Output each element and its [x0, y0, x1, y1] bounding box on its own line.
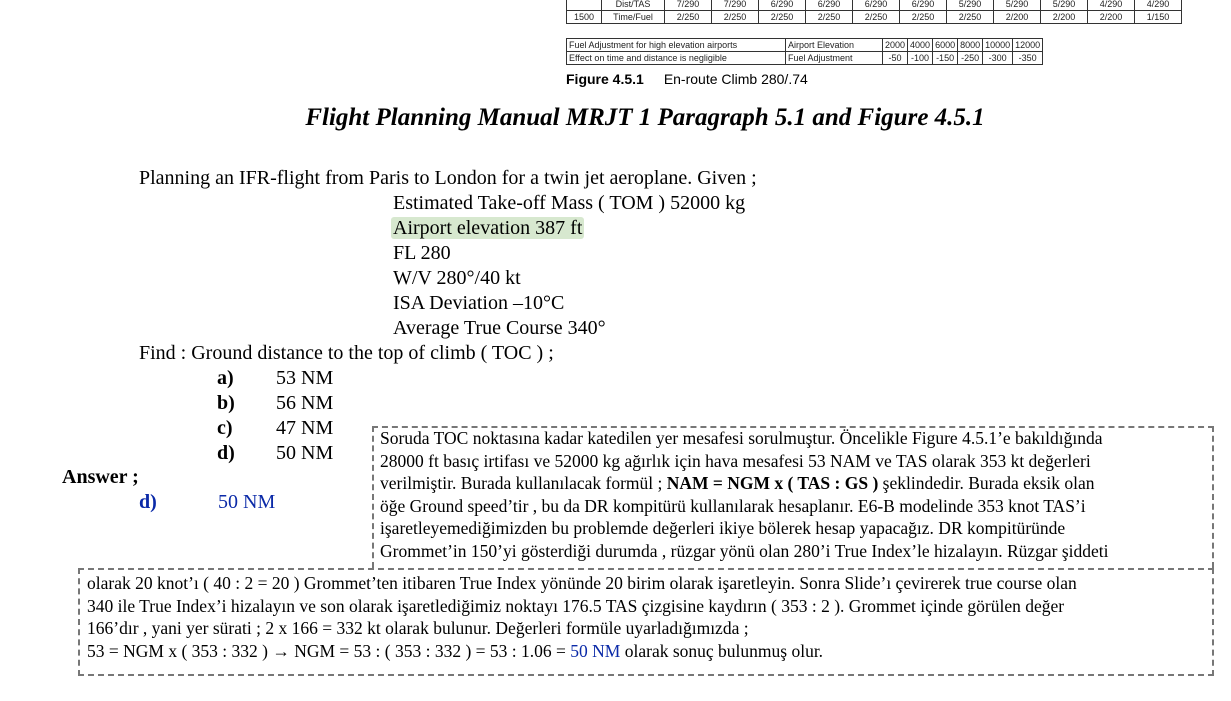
- table-cell: 4/290: [1135, 0, 1182, 11]
- fuel-adjustment-table: [566, 38, 1043, 65]
- table-cell: 8000: [958, 39, 983, 52]
- explanation-line-formula: verilmiştir. Burada kullanılacak formül ; NAM = NGM x ( TAS : GS ) şeklindedir. Burada eksik olan: [380, 473, 1095, 493]
- table-row: [567, 52, 1043, 65]
- given-item: Average True Course 340°: [393, 317, 606, 339]
- answer-letter: d): [139, 491, 157, 513]
- explanation-line: 166’dır , yani yer sürati ; 2 x 166 = 332 kt olarak bulunur. Değerleri formüle uyarladığımızda ;: [87, 618, 749, 638]
- table-row: [567, 11, 1182, 24]
- table-cell-alt: [567, 0, 602, 11]
- table-cell: 2/250: [759, 11, 806, 24]
- question-find: Find : Ground distance to the top of climb ( TOC ) ;: [139, 342, 554, 364]
- page-heading: Flight Planning Manual MRJT 1 Paragraph 5.1 and Figure 4.5.1: [305, 104, 985, 131]
- explanation-line: olarak 20 knot’ı ( 40 : 2 = 20 ) Grommet’ten itibaren True Index yönünde 20 birim olarak işaretleyin. Sonra Slide’ı çevirerek true course olan: [87, 573, 1077, 593]
- table-cell: 10000: [983, 39, 1013, 52]
- figure-caption: [566, 71, 808, 87]
- table-cell-alt: 1500: [567, 11, 602, 24]
- table-cell: 7/290: [712, 0, 759, 11]
- explanation-line: işaretleyemediğimizden bu problemde değerleri ikiye bölerek hesap yapacağız. DR kompitüründe: [380, 518, 1066, 538]
- table-cell: 2/250: [853, 11, 900, 24]
- table-cell: 4000: [908, 39, 933, 52]
- given-list: [393, 191, 745, 341]
- explanation-line: Grommet’in 150’yi gösterdiği durumda , rüzgar yönü olan 280’i True Index’le hizalayın. Rüzgar şiddeti: [380, 540, 1109, 561]
- question-intro: Planning an IFR-flight from Paris to London for a twin jet aeroplane. Given ;: [139, 167, 757, 189]
- table-cell: 6/290: [853, 0, 900, 11]
- table-row: [567, 39, 1043, 52]
- table-cell: 2000: [883, 39, 908, 52]
- table-cell: 5/290: [1041, 0, 1088, 11]
- option-d: d) 50 NM: [217, 442, 334, 464]
- fuel-table-head: Fuel Adjustment: [786, 52, 883, 65]
- table-cell: 2/250: [900, 11, 947, 24]
- options-list: [217, 366, 333, 466]
- table-cell: 7/290: [665, 0, 712, 11]
- fuel-table-label: Fuel Adjustment for high elevation airports: [567, 39, 786, 52]
- explanation-line: 340 ile True Index’i hizalayın ve son olarak işaretlediğimiz noktayı 176.5 TAS çizgisine kaydırın ( 353 : 2 ). Grommet içinde görülen değer: [87, 595, 1065, 616]
- table-cell: 6000: [933, 39, 958, 52]
- explanation-line-result: 53 = NGM x ( 353 : 332 ) → NGM = 53 : ( 353 : 332 ) = 53 : 1.06 = 50 NM olarak sonuç bulunmuş olur.: [87, 640, 824, 661]
- table-cell: 2/200: [1088, 11, 1135, 24]
- answer-value: 50 NM: [218, 491, 276, 513]
- given-item-highlighted: Airport elevation 387 ft: [393, 217, 583, 239]
- formula: NAM = NGM x ( TAS : GS ): [666, 473, 879, 493]
- table-cell: 12000: [1013, 39, 1043, 52]
- climb-performance-table: [566, 0, 1182, 24]
- table-cell: -300: [983, 52, 1013, 65]
- table-cell: 5/290: [994, 0, 1041, 11]
- given-item: ISA Deviation –10°C: [393, 292, 565, 314]
- table-cell: 2/200: [1041, 11, 1088, 24]
- table-cell: 2/200: [994, 11, 1041, 24]
- fuel-table-head: Airport Elevation: [786, 39, 883, 52]
- table-cell: -50: [883, 52, 908, 65]
- result-value: 50 NM: [570, 640, 621, 661]
- table-cell: 1/150: [1135, 11, 1182, 24]
- table-cell: 6/290: [900, 0, 947, 11]
- table-cell: 2/250: [806, 11, 853, 24]
- table-cell: 5/290: [947, 0, 994, 11]
- table-cell: 2/250: [947, 11, 994, 24]
- answer-label: Answer ;: [62, 466, 139, 488]
- figure-number: Figure 4.5.1: [566, 71, 644, 87]
- table-cell: -100: [908, 52, 933, 65]
- option-c: c) 47 NM: [217, 417, 334, 439]
- table-cell: -350: [1013, 52, 1043, 65]
- explanation-line: öğe Ground speed’tir , bu da DR kompitürü kullanılarak hesaplanır. E6-B modelinde 353 knot TAS’i: [380, 495, 1086, 516]
- table-cell: -150: [933, 52, 958, 65]
- table-cell: 6/290: [806, 0, 853, 11]
- table-cell: 2/250: [712, 11, 759, 24]
- table-cell-label: Dist/TAS: [602, 0, 665, 11]
- given-item: W/V 280°/40 kt: [393, 267, 521, 289]
- table-cell-label: Time/Fuel: [602, 11, 665, 24]
- table-cell: 2/250: [665, 11, 712, 24]
- option-a: a) 53 NM: [217, 367, 334, 389]
- table-row: [567, 0, 1182, 11]
- table-cell: 6/290: [759, 0, 806, 11]
- explanation-upper-text: [380, 427, 1109, 562]
- figure-title: En-route Climb 280/.74: [663, 71, 808, 87]
- explanation-line: 28000 ft basıç irtifası ve 52000 kg ağırlık için hava mesafesi 53 NAM ve TAS olarak 353 kt değerleri: [380, 450, 1091, 471]
- table-cell: -250: [958, 52, 983, 65]
- table-cell: 4/290: [1088, 0, 1135, 11]
- given-item: Estimated Take-off Mass ( TOM ) 52000 kg: [393, 192, 746, 214]
- option-b: b) 56 NM: [217, 392, 334, 414]
- fuel-table-label: Effect on time and distance is negligible: [567, 52, 786, 65]
- explanation-lower-text: [87, 572, 1077, 662]
- explanation-line: Soruda TOC noktasına kadar katedilen yer mesafesi sorulmuştur. Öncelikle Figure 4.5.1’e bakıldığında: [380, 428, 1103, 448]
- given-item: FL 280: [393, 242, 451, 264]
